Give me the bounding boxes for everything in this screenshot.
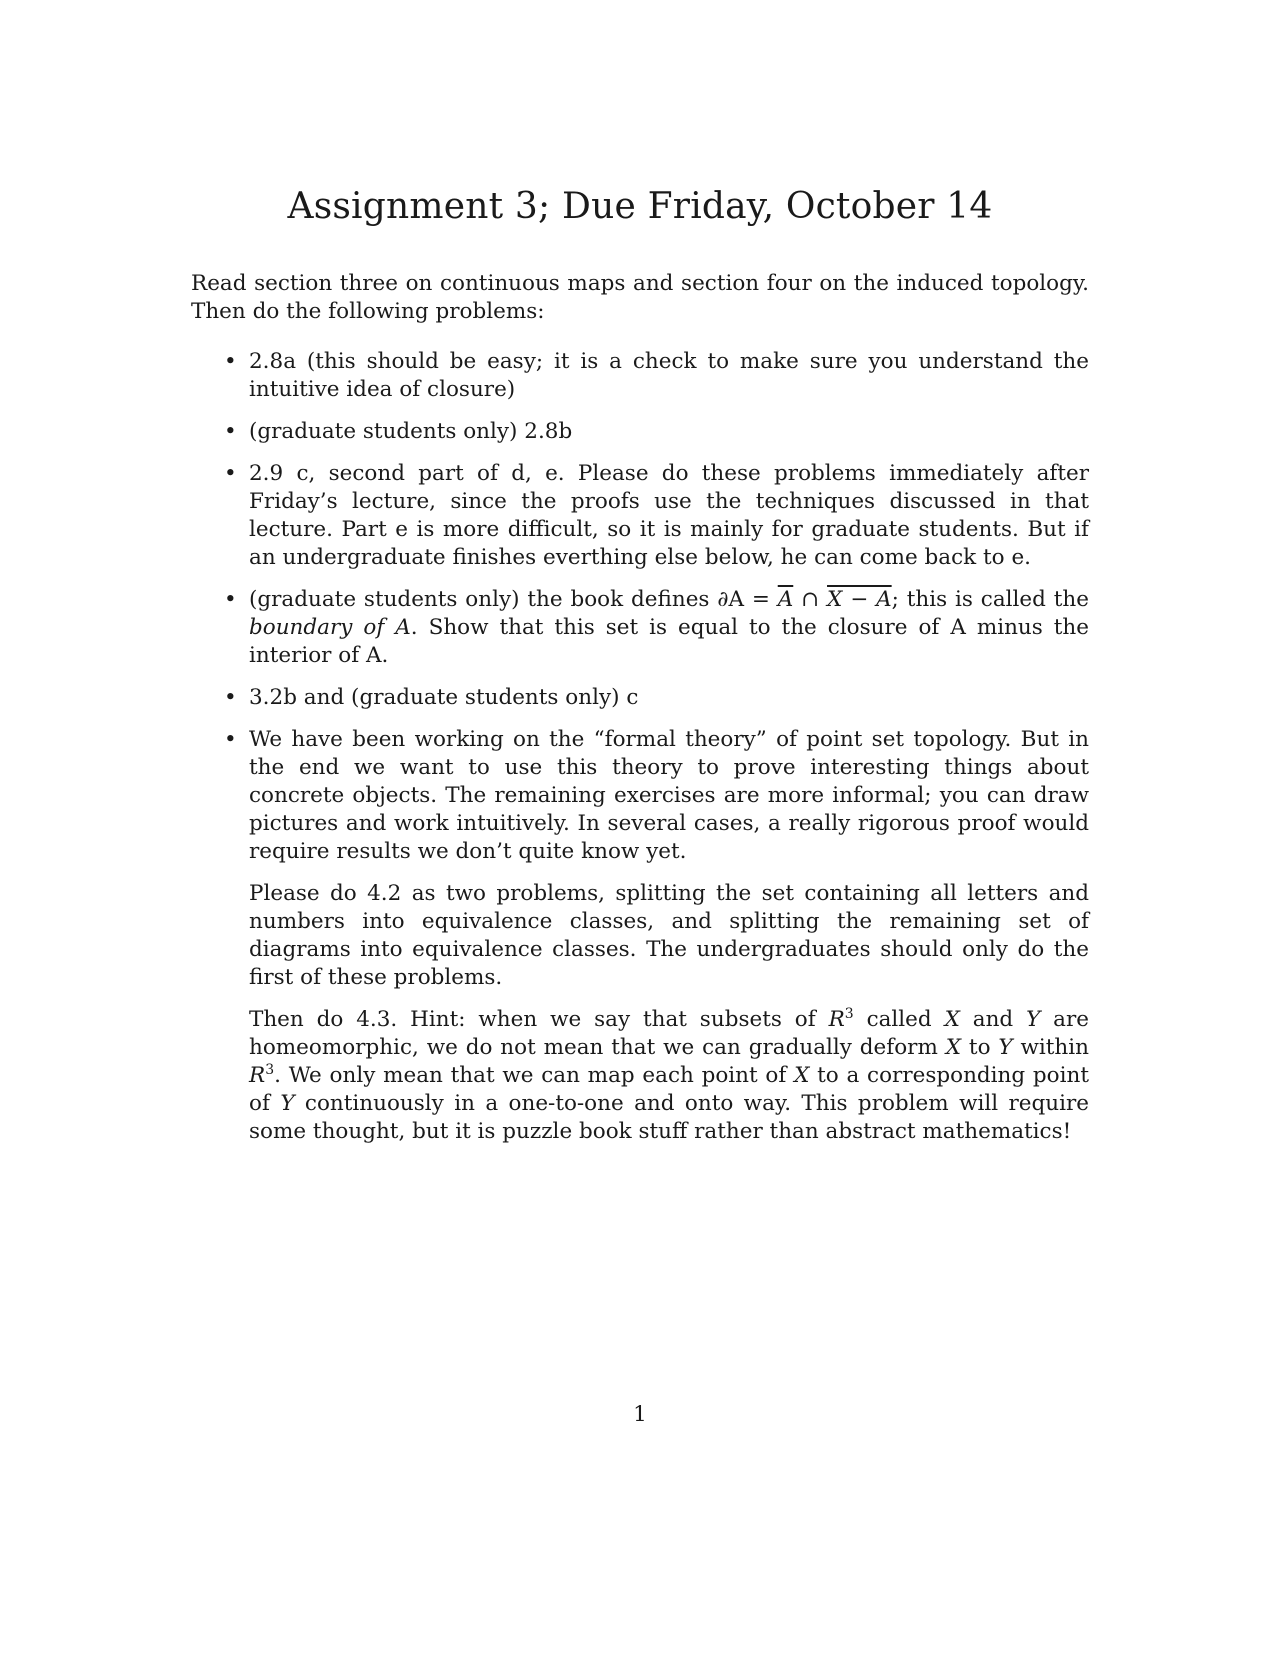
r-exponent: 3 (265, 1061, 275, 1078)
bullet-icon: • (224, 349, 237, 374)
page-number: 1 (633, 1402, 647, 1427)
closure-of-complement: X − A (827, 587, 892, 612)
x-symbol: X (794, 1063, 810, 1088)
boundary-lead-text: (graduate students only) the book defines ∂A = (249, 587, 778, 612)
boundary-tail-text: . Show that this set is equal to the closure of A minus the interior of A. (249, 615, 1089, 668)
bullet-icon: • (224, 461, 237, 486)
hint-text: are homeomorphic, we do not mean that we can gradually deform (249, 1007, 1089, 1060)
list-item (191, 726, 1089, 1146)
closure-of-a: $\overline{A}$ (777, 587, 794, 612)
hint-text: within (1012, 1035, 1089, 1060)
y-symbol: Y (998, 1035, 1013, 1060)
list-item (191, 418, 1089, 446)
hint-text: called (853, 1007, 945, 1032)
intro-paragraph: Read section three on continuous maps and section four on the induced topology. Then do the following problems: (191, 271, 1089, 324)
hint-text: Then do 4.3. Hint: when we say that subsets of (249, 1007, 829, 1032)
item-text: 2.9 c, second part of d, e. Please do these problems immediately after Friday’s lecture, since the proofs use the techniques discussed in that lecture. Part e is more difficult, so it is mainly for graduate students. But if an undergraduate finishes everthing else below, he can come back to e. (249, 461, 1089, 570)
boundary-after-text: ; this is called the (891, 587, 1089, 612)
bullet-icon: • (224, 727, 237, 752)
problem-list (191, 348, 1089, 1160)
list-item (191, 460, 1089, 572)
equivalence-classes-paragraph: Please do 4.2 as two problems, splitting the set containing all letters and numbers into equivalence classes, and splitting the remaining set of diagrams into equivalence classes. The undergraduates should only do the first of these problems. (249, 881, 1089, 990)
page-title: Assignment 3; Due Friday, October 14 (287, 186, 993, 227)
hint-text: and (959, 1007, 1027, 1032)
r-symbol: R (828, 1007, 845, 1032)
y-symbol: Y (1026, 1007, 1041, 1032)
list-item (191, 684, 1089, 712)
x-symbol: X (945, 1035, 962, 1060)
formal-theory-paragraph: We have been working on the “formal theory” of point set topology. But in the end we want to use this theory to prove interesting things about concrete objects. The remaining exercises are more informal; you can draw pictures and work intuitively. In several cases, a really rigorous proof would require results we don’t quite know yet. (249, 727, 1089, 864)
y-symbol: Y (280, 1091, 295, 1116)
bullet-icon: • (224, 587, 237, 612)
hint-paragraph (249, 1006, 1089, 1146)
r-exponent: 3 (844, 1005, 854, 1022)
boundary-term: boundary of A (249, 615, 411, 640)
x-symbol: X (944, 1007, 960, 1032)
hint-text: continuously in a one-to-one and onto way. This problem will require some thought, but it is puzzle book stuff rather than abstract mathematics! (249, 1091, 1089, 1144)
item-text: (graduate students only) 2.8b (249, 419, 573, 444)
intersection-symbol: ∩ (793, 587, 828, 612)
hint-text: to (961, 1035, 999, 1060)
item-text: 3.2b and (graduate students only) c (249, 685, 639, 710)
hint-text: to a corresponding point of (249, 1063, 1089, 1116)
bullet-icon: • (224, 685, 237, 710)
hint-text: . We only mean that we can map each point of (274, 1063, 795, 1088)
bullet-icon: • (224, 419, 237, 444)
list-item (191, 348, 1089, 404)
item-text: 2.8a (this should be easy; it is a check to make sure you understand the intuitive idea of closure) (249, 349, 1089, 402)
list-item (191, 586, 1089, 670)
r-symbol: R (249, 1063, 266, 1088)
